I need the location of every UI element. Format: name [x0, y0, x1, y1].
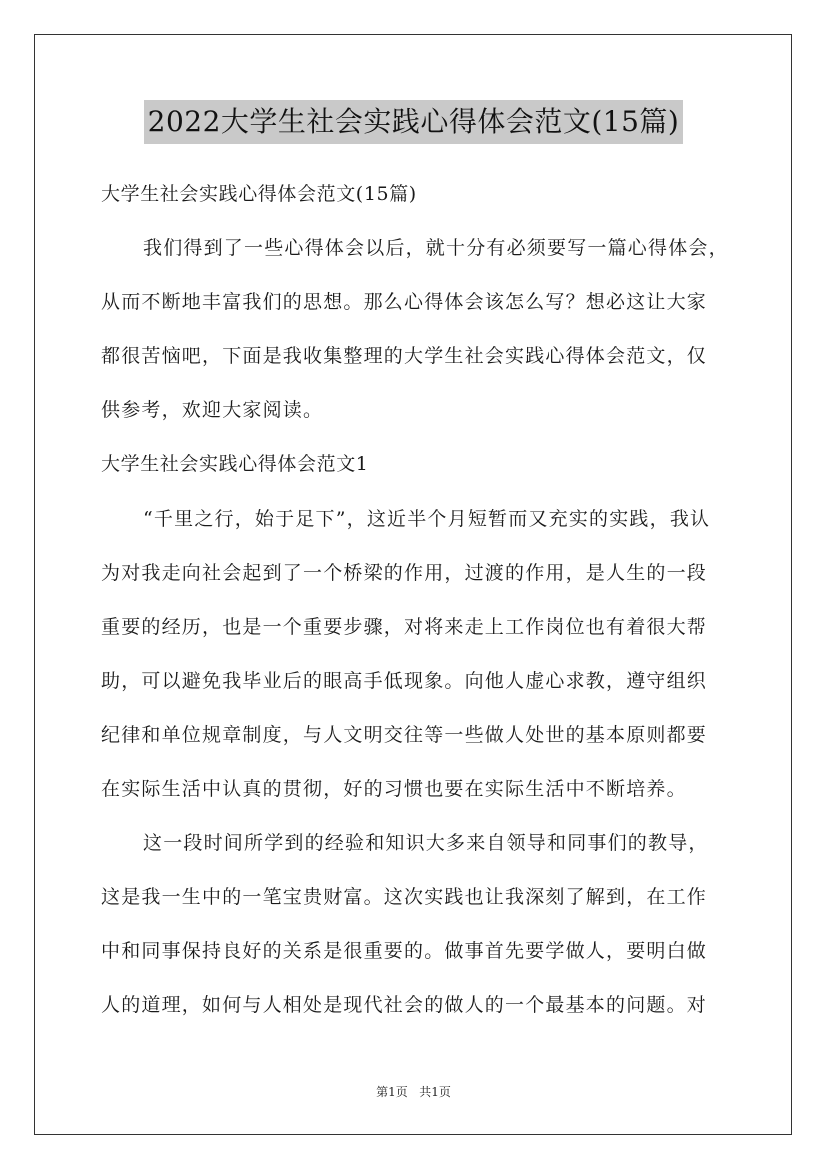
page-footer [0, 1084, 827, 1100]
paragraph-line: 这是我一生中的一笔宝贵财富。这次实践也让我深刻了解到，在工作 [101, 886, 708, 908]
title-container [0, 100, 827, 144]
page-number: 第1页 [376, 1085, 408, 1099]
intro-line: 我们得到了一些心得体会以后，就十分有必须要写一篇心得体会， [143, 237, 729, 259]
paragraph-line: 为对我走向社会起到了一个桥梁的作用，过渡的作用，是人生的一段 [101, 562, 708, 584]
intro-line: 都很苦恼吧，下面是我收集整理的大学生社会实践心得体会范文，仅 [101, 345, 708, 367]
paragraph-line: 在实际生活中认真的贯彻，好的习惯也要在实际生活中不断培养。 [101, 778, 687, 800]
document-title: 2022大学生社会实践心得体会范文(15篇) [144, 100, 684, 144]
paragraph-line: 重要的经历，也是一个重要步骤，对将来走上工作岗位也有着很大帮 [101, 616, 708, 638]
document-subtitle: 大学生社会实践心得体会范文(15篇) [101, 183, 417, 205]
section-heading: 大学生社会实践心得体会范文1 [101, 453, 369, 475]
paragraph-line: “千里之行，始于足下”，这近半个月短暂而又充实的实践，我认 [143, 508, 711, 530]
paragraph-line: 人的道理，如何与人相处是现代社会的做人的一个最基本的问题。对 [101, 994, 708, 1016]
intro-line: 从而不断地丰富我们的思想。那么心得体会该怎么写？想必这让大家 [101, 291, 708, 313]
total-pages: 共1页 [419, 1085, 451, 1099]
paragraph-line: 助，可以避免我毕业后的眼高手低现象。向他人虚心求教，遵守组织 [101, 670, 708, 692]
intro-line: 供参考，欢迎大家阅读。 [101, 399, 324, 421]
paragraph-line: 这一段时间所学到的经验和知识大多来自领导和同事们的教导， [143, 832, 709, 854]
paragraph-line: 中和同事保持良好的关系是很重要的。做事首先要学做人，要明白做 [101, 940, 708, 962]
paragraph-line: 纪律和单位规章制度，与人文明交往等一些做人处世的基本原则都要 [101, 724, 708, 746]
